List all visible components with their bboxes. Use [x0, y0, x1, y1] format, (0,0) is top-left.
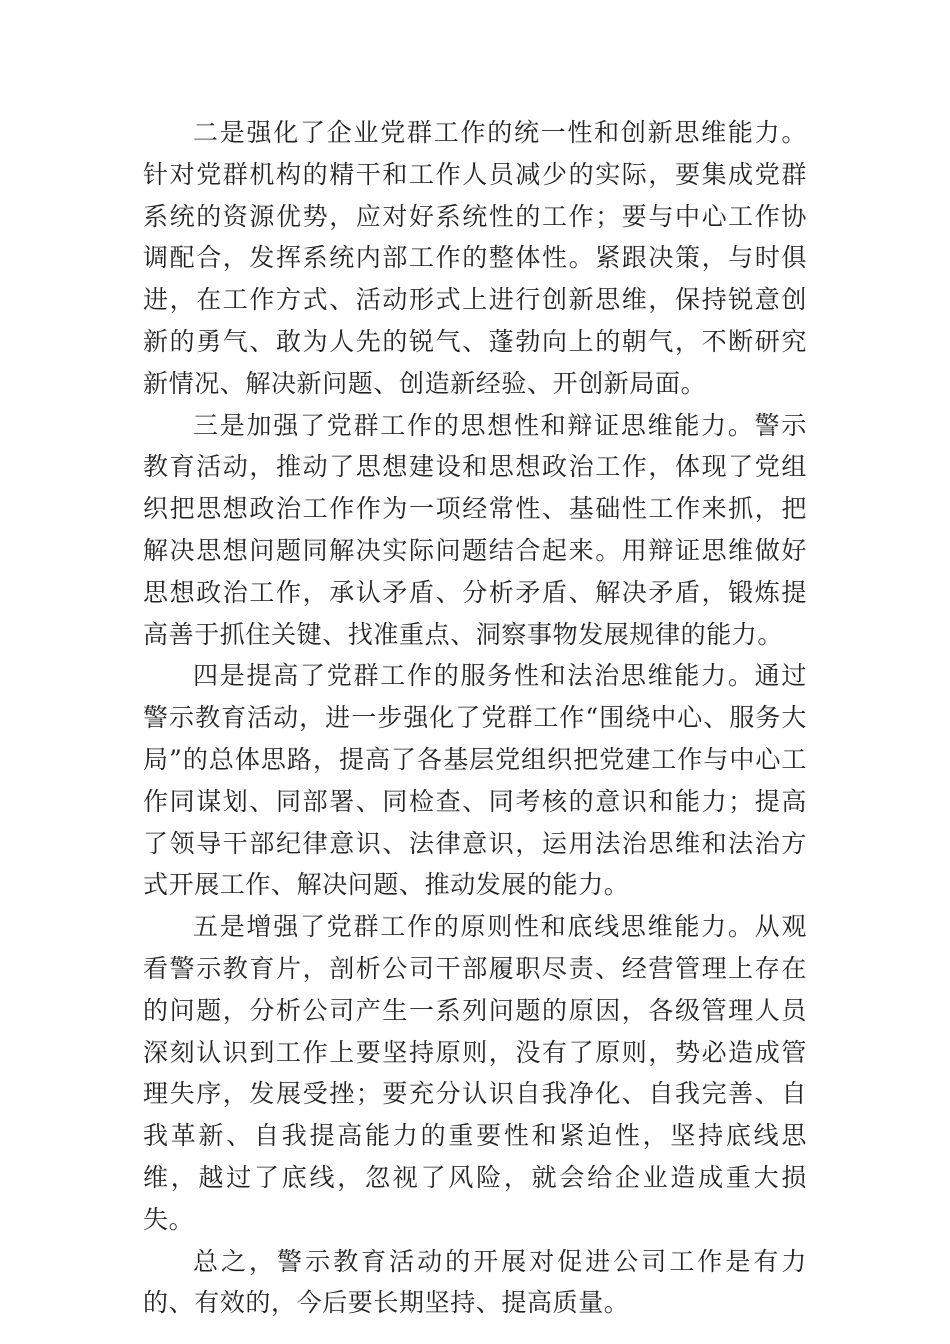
paragraph-service-rule-of-law: 四是提高了党群工作的服务性和法治思维能力。通过警示教育活动，进一步强化了党群工作“围绕中心、服务大局”的总体思路，提高了各基层党组织把党建工作与中心工作同谋划、同部署、同检查、同考核的意识和能力；提高了领导干部纪律意识、法律意识，运用法治思维和法治方式开展工作、解决问题、推动发展的能力。: [143, 661, 807, 900]
paragraph-conclusion: 总之，警示教育活动的开展对促进公司工作是有力的、有效的，今后要长期坚持、提高质量。: [143, 1246, 807, 1318]
paragraph-unity-innovation: 二是强化了企业党群工作的统一性和创新思维能力。针对党群机构的精干和工作人员减少的实际，要集成党群系统的资源优势，应对好系统性的工作；要与中心工作协调配合，发挥系统内部工作的整体性。紧跟决策，与时俱进，在工作方式、活动形式上进行创新思维，保持锐意创新的勇气、敢为人先的锐气、蓬勃向上的朝气，不断研究新情况、解决新问题、创造新经验、开创新局面。: [143, 118, 807, 398]
paragraph-ideology-dialectics: 三是加强了党群工作的思想性和辩证思维能力。警示教育活动，推动了思想建设和思想政治工作，体现了党组织把思想政治工作作为一项经常性、基础性工作来抓，把解决思想问题同解决实际问题结合起来。用辩证思维做好思想政治工作，承认矛盾、分析矛盾、解决矛盾，锻炼提高善于抓住关键、找准重点、洞察事物发展规律的能力。: [143, 410, 807, 649]
paragraph-principle-bottom-line: 五是增强了党群工作的原则性和底线思维能力。从观看警示教育片，剖析公司干部履职尽责、经营管理上存在的问题，分析公司产生一系列问题的原因，各级管理人员深刻认识到工作上要坚持原则，没有了原则，势必造成管理失序，发展受挫；要充分认识自我净化、自我完善、自我革新、自我提高能力的重要性和紧迫性，坚持底线思维，越过了底线，忽视了风险，就会给企业造成重大损失。: [143, 912, 807, 1234]
document-body: [143, 112, 807, 1324]
